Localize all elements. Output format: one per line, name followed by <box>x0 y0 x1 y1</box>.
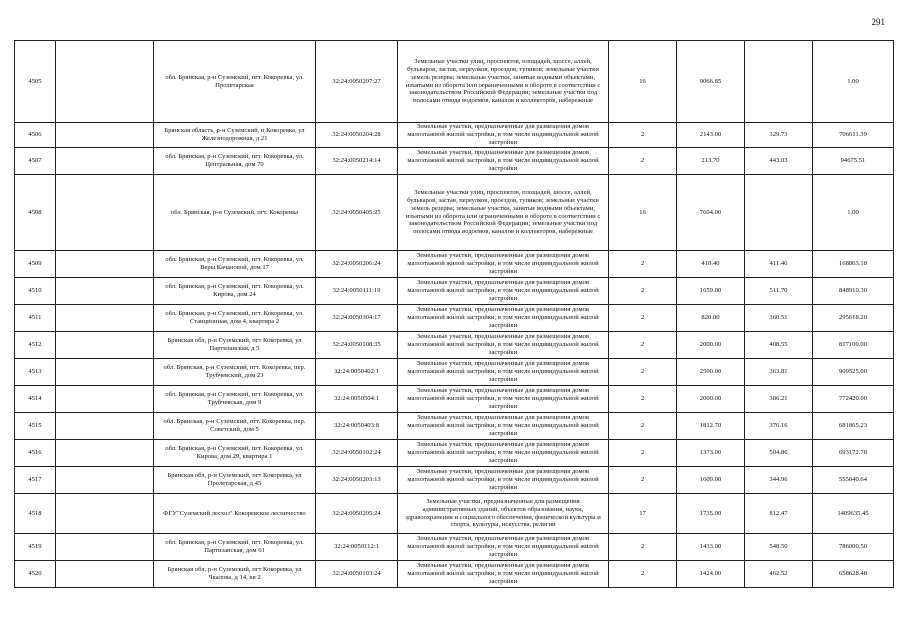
cadastral-value-cell: 681865.23 <box>813 413 894 440</box>
land-use-cell: Земельные участки, предназначенные для размещения домов малоэтажной жилой застройки, в том числе индивидуальной жилой застройки <box>398 561 609 588</box>
table-row <box>15 148 894 175</box>
cadastral-value-cell: 848910.30 <box>813 278 894 305</box>
land-use-cell: Земельные участки, предназначенные для размещения домов малоэтажной жилой застройки, в том числе индивидуальной жилой застройки <box>398 386 609 413</box>
land-use-cell: Земельные участки, предназначенные для размещения административных зданий, объектов образования, науки, здравоохранения и социального обеспечения, физической культуры и спорта, культуры, искусства, религии <box>398 494 609 534</box>
rate-cell: 504.86 <box>745 440 813 467</box>
area-cell: 1373.00 <box>677 440 745 467</box>
table-row <box>15 251 894 278</box>
row-spacer <box>56 305 154 332</box>
cadastral-value-cell: 909525.00 <box>813 359 894 386</box>
table-row <box>15 386 894 413</box>
zone-cell: 2 <box>609 359 677 386</box>
address-cell: обл. Брянская, р-н Суземский, пгт. Кокоревка, пер. Советский, дом 5 <box>154 413 316 440</box>
zone-cell: 2 <box>609 123 677 148</box>
cadastral-number-cell: 32:24:0050203:13 <box>316 467 398 494</box>
zone-cell: 2 <box>609 332 677 359</box>
row-number: 4520 <box>15 561 56 588</box>
cadastral-value-cell: 94675.51 <box>813 148 894 175</box>
row-number: 4512 <box>15 332 56 359</box>
row-spacer <box>56 534 154 561</box>
rate-cell: 363.81 <box>745 359 813 386</box>
row-spacer <box>56 278 154 305</box>
cadastral-number-cell: 32:24:0050102:24 <box>316 440 398 467</box>
area-cell: 1812.70 <box>677 413 745 440</box>
zone-cell: 17 <box>609 494 677 534</box>
land-use-cell: Земельные участки, предназначенные для размещения домов малоэтажной жилой застройки, в том числе индивидуальной жилой застройки <box>398 440 609 467</box>
row-number: 4510 <box>15 278 56 305</box>
area-cell: 1609.00 <box>677 467 745 494</box>
row-number: 4514 <box>15 386 56 413</box>
row-spacer <box>56 413 154 440</box>
cadastral-number-cell: 32:24:0050205:24 <box>316 494 398 534</box>
zone-cell: 2 <box>609 148 677 175</box>
address-cell: Брянская область, р-н Суземский, п Кокоревка, ул Железнодорожная, д 21 <box>154 123 316 148</box>
cadastral-number-cell: 32:24:0050403:8 <box>316 413 398 440</box>
cadastral-number-cell: 32:24:0050304:17 <box>316 305 398 332</box>
land-use-cell: Земельные участки, предназначенные для размещения домов малоэтажной жилой застройки, в том числе индивидуальной жилой застройки <box>398 413 609 440</box>
land-use-cell: Земельные участки, предназначенные для размещения домов малоэтажной жилой застройки, в том числе индивидуальной жилой застройки <box>398 359 609 386</box>
cadastral-value-cell: 817100.00 <box>813 332 894 359</box>
zone-cell: 2 <box>609 278 677 305</box>
row-number: 4506 <box>15 123 56 148</box>
table-row <box>15 123 894 148</box>
rate-cell: 360.51 <box>745 305 813 332</box>
table-row <box>15 413 894 440</box>
address-cell: обл. Брянская, р-н Суземский, пгт. Кокоревка, ул. Партизанская, дом 61 <box>154 534 316 561</box>
area-cell: 1433.00 <box>677 534 745 561</box>
zone-cell: 16 <box>609 41 677 123</box>
area-cell: 1659.00 <box>677 278 745 305</box>
table-row <box>15 561 894 588</box>
rate-cell: 376.16 <box>745 413 813 440</box>
area-cell: 2500.00 <box>677 359 745 386</box>
row-spacer <box>56 467 154 494</box>
cadastral-value-cell: 295618.20 <box>813 305 894 332</box>
row-spacer <box>56 332 154 359</box>
rate-cell: 329.73 <box>745 123 813 148</box>
cadastral-number-cell: 32:24:0050405:25 <box>316 175 398 251</box>
rate-cell <box>745 41 813 123</box>
row-number: 4507 <box>15 148 56 175</box>
row-number: 4513 <box>15 359 56 386</box>
zone-cell: 2 <box>609 251 677 278</box>
area-cell: 9066.85 <box>677 41 745 123</box>
cadastral-number-cell: 32:24:0050108:35 <box>316 332 398 359</box>
rate-cell: 344.96 <box>745 467 813 494</box>
zone-cell: 2 <box>609 386 677 413</box>
row-spacer <box>56 440 154 467</box>
address-cell: обл. Брянская, р-н Суземский, пгт. Кокоревка, ул. Веры Качановой, дом 17 <box>154 251 316 278</box>
table-row <box>15 305 894 332</box>
land-use-cell: Земельные участки, предназначенные для размещения домов малоэтажной жилой застройки, в том числе индивидуальной жилой застройки <box>398 467 609 494</box>
cadastral-number-cell: 32:24:0050112:1 <box>316 534 398 561</box>
land-use-cell: Земельные участки, предназначенные для размещения домов малоэтажной жилой застройки, в том числе индивидуальной жилой застройки <box>398 332 609 359</box>
cadastral-value-cell: 658628.48 <box>813 561 894 588</box>
table-row <box>15 278 894 305</box>
cadastral-value-cell: 706611.39 <box>813 123 894 148</box>
zone-cell: 2 <box>609 561 677 588</box>
cadastral-value-cell: 168863.18 <box>813 251 894 278</box>
cadastral-value-table <box>14 40 894 588</box>
rate-cell: 386.21 <box>745 386 813 413</box>
cadastral-number-cell: 32:24:0050111:19 <box>316 278 398 305</box>
land-use-cell: Земельные участки, предназначенные для размещения домов малоэтажной жилой застройки, в том числе индивидуальной жилой застройки <box>398 305 609 332</box>
area-cell: 1735.00 <box>677 494 745 534</box>
row-number: 4518 <box>15 494 56 534</box>
land-use-cell: Земельные участки, предназначенные для размещения домов малоэтажной жилой застройки, в том числе индивидуальной жилой застройки <box>398 148 609 175</box>
cadastral-value-cell: 1.00 <box>813 175 894 251</box>
cadastral-number-cell: 32:24:0050206:24 <box>316 251 398 278</box>
land-use-cell: Земельные участки улиц, проспектов, площадей, шоссе, аллей, бульваров, застав, переулков, проездов, тупиков; земельные участки земель резерва; земельные участки, занятые водными объектами, изъятыми из оборота или ограниченными в обороте в соответствии с законодательством Российской Федерации; земельные участки под полосами отвода водоемов, каналов и коллекторов, набережные <box>398 41 609 123</box>
cadastral-number-cell: 32:24:0050103:24 <box>316 561 398 588</box>
cadastral-value-cell: 1409635.45 <box>813 494 894 534</box>
page-number: 291 <box>871 17 885 27</box>
cadastral-number-cell: 32:24:0050402:1 <box>316 359 398 386</box>
cadastral-value-cell: 772420.00 <box>813 386 894 413</box>
rate-cell <box>745 175 813 251</box>
rate-cell: 462.52 <box>745 561 813 588</box>
row-spacer <box>56 148 154 175</box>
table-row <box>15 440 894 467</box>
row-number: 4505 <box>15 41 56 123</box>
row-number: 4508 <box>15 175 56 251</box>
row-spacer <box>56 561 154 588</box>
land-use-cell: Земельные участки, предназначенные для размещения домов малоэтажной жилой застройки, в том числе индивидуальной жилой застройки <box>398 251 609 278</box>
table-row <box>15 494 894 534</box>
table-row <box>15 41 894 123</box>
address-cell: Брянская обл, р-н Суземский, пгт Кокоревка, ул Пролетарская, д 45 <box>154 467 316 494</box>
land-use-cell: Земельные участки улиц, проспектов, площадей, шоссе, аллей, бульваров, застав, переулков, проездов, тупиков; земельные участки земель резерва; земельные участки, занятые водными объектами, изъятыми из оборота или ограниченными в обороте в соответствии с законодательством Российской Федерации; земельные участки под полосами отвода водоемов, каналов и коллекторов, набережные <box>398 175 609 251</box>
zone-cell: 16 <box>609 175 677 251</box>
row-spacer <box>56 386 154 413</box>
area-cell: 410.40 <box>677 251 745 278</box>
area-cell: 2000.00 <box>677 332 745 359</box>
table-row <box>15 534 894 561</box>
address-cell: Брянская обл, р-н Суземский, пгт Кокоревка, ул Чкалова, д 14, кв 2 <box>154 561 316 588</box>
land-use-cell: Земельные участки, предназначенные для размещения домов малоэтажной жилой застройки, в том числе индивидуальной жилой застройки <box>398 278 609 305</box>
cadastral-number-cell: 32:24:0050204:28 <box>316 123 398 148</box>
cadastral-value-cell: 786000.50 <box>813 534 894 561</box>
address-cell: обл. Брянская, р-н Суземский, пгт. Кокоревка, пер. Трубчевский, дом 23 <box>154 359 316 386</box>
row-spacer <box>56 359 154 386</box>
cadastral-number-cell: 32:24:0050504:1 <box>316 386 398 413</box>
zone-cell: 2 <box>609 305 677 332</box>
cadastral-value-cell: 555040.64 <box>813 467 894 494</box>
row-spacer <box>56 494 154 534</box>
area-cell: 7604.00 <box>677 175 745 251</box>
zone-cell: 2 <box>609 440 677 467</box>
address-cell: Брянская обл, р-н Суземский, пгт Кокоревка, ул Партизанская, д 5 <box>154 332 316 359</box>
address-cell: обл. Брянская, р-н Суземский, пгт. Кокоревка, ул. Трубчевская, дом 9 <box>154 386 316 413</box>
zone-cell: 2 <box>609 467 677 494</box>
cadastral-number-cell: 32:24:0050214:14 <box>316 148 398 175</box>
rate-cell: 812.47 <box>745 494 813 534</box>
rate-cell: 443.03 <box>745 148 813 175</box>
table-row <box>15 359 894 386</box>
area-cell: 1424.00 <box>677 561 745 588</box>
zone-cell: 2 <box>609 534 677 561</box>
row-spacer <box>56 123 154 148</box>
row-number: 4519 <box>15 534 56 561</box>
row-spacer <box>56 251 154 278</box>
row-spacer <box>56 41 154 123</box>
row-spacer <box>56 175 154 251</box>
address-cell: обл. Брянская, р-н Суземский, пгт. Кокоревка, ул. Центральная, дом 70 <box>154 148 316 175</box>
cadastral-value-cell: 693172.78 <box>813 440 894 467</box>
row-number: 4515 <box>15 413 56 440</box>
row-number: 4517 <box>15 467 56 494</box>
area-cell: 2000.00 <box>677 386 745 413</box>
address-cell: обл. Брянская, р-н Суземский, пгт. Кокоревка <box>154 175 316 251</box>
rate-cell: 511.70 <box>745 278 813 305</box>
row-number: 4516 <box>15 440 56 467</box>
area-cell: 213.70 <box>677 148 745 175</box>
area-cell: 2143.00 <box>677 123 745 148</box>
cadastral-value-cell: 1.00 <box>813 41 894 123</box>
row-number: 4511 <box>15 305 56 332</box>
land-use-cell: Земельные участки, предназначенные для размещения домов малоэтажной жилой застройки, в том числе индивидуальной жилой застройки <box>398 534 609 561</box>
address-cell: обл. Брянская, р-н Суземский, пгт. Кокоревка, ул. Кирова, дом 29, квартира 1 <box>154 440 316 467</box>
address-cell: обл. Брянская, р-н Суземский, пгт. Кокоревка, ул. Кирова, дом 24 <box>154 278 316 305</box>
table-row <box>15 332 894 359</box>
address-cell: обл. Брянская, р-н Суземский, пгт. Кокоревка, ул. Пролетарская <box>154 41 316 123</box>
row-number: 4509 <box>15 251 56 278</box>
land-use-cell: Земельные участки, предназначенные для размещения домов малоэтажной жилой застройки, в том числе индивидуальной жилой застройки <box>398 123 609 148</box>
address-cell: обл. Брянская, р-н Суземский, пгт. Кокоревка, ул. Станционная, дом 4, квартира 2 <box>154 305 316 332</box>
address-cell: ФГУ"Суземский лесхоз" Кокоревское лесничество <box>154 494 316 534</box>
zone-cell: 2 <box>609 413 677 440</box>
area-cell: 820.00 <box>677 305 745 332</box>
rate-cell: 548.50 <box>745 534 813 561</box>
rate-cell: 408.55 <box>745 332 813 359</box>
table-row <box>15 175 894 251</box>
rate-cell: 411.46 <box>745 251 813 278</box>
table-row <box>15 467 894 494</box>
cadastral-number-cell: 32:24:0050207:27 <box>316 41 398 123</box>
